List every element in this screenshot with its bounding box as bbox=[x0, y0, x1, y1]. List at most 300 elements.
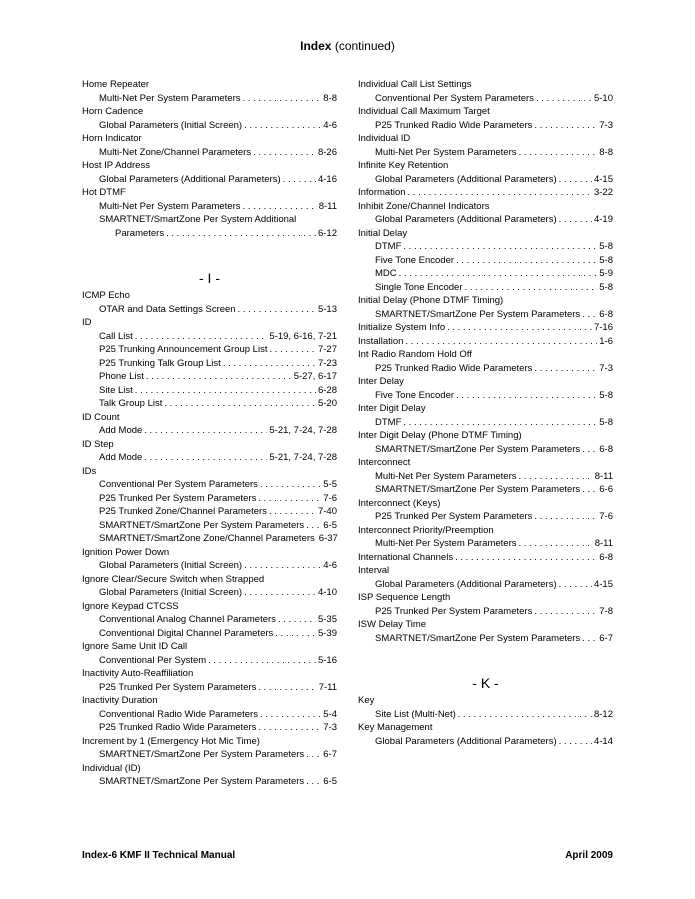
index-subentry bbox=[82, 478, 337, 492]
entry-text: Global Parameters (Initial Screen) bbox=[99, 587, 243, 598]
dot-leader bbox=[258, 681, 316, 695]
page-reference: 7-23 bbox=[317, 357, 337, 369]
entry-text: Global Parameters (Additional Parameters) bbox=[375, 578, 557, 590]
index-entry bbox=[82, 186, 337, 200]
index-entry bbox=[358, 335, 613, 349]
page-reference: 4-16 bbox=[317, 173, 337, 185]
dot-leader bbox=[135, 330, 268, 344]
dot-leader bbox=[559, 173, 592, 187]
index-subentry bbox=[358, 389, 613, 403]
dot-leader bbox=[403, 416, 597, 430]
entry-text: P25 Trunked Radio Wide Parameters bbox=[375, 119, 533, 131]
entry-text: Global Parameters (Additional Parameters) bbox=[375, 214, 557, 225]
entry-text: Inhibit Zone/Channel Indicators bbox=[358, 200, 490, 212]
entry-text: Call List bbox=[99, 330, 133, 342]
page-reference: 8-11 bbox=[318, 200, 337, 212]
index-subentry bbox=[358, 605, 613, 619]
page-reference: 8-11 bbox=[594, 470, 613, 482]
dot-leader bbox=[582, 483, 597, 497]
index-subentry bbox=[358, 470, 613, 484]
page-reference: 5-10 bbox=[593, 92, 613, 104]
index-entry bbox=[82, 735, 337, 749]
dot-leader bbox=[208, 654, 316, 668]
dot-leader bbox=[144, 451, 267, 465]
dot-leader bbox=[534, 362, 597, 376]
index-subentry bbox=[358, 267, 613, 281]
entry-text: Conventional Per System Parameters bbox=[375, 92, 534, 104]
entry-text: Interconnect bbox=[358, 457, 411, 468]
entry-text: Five Tone Encoder bbox=[375, 389, 455, 401]
page-reference: 6-7 bbox=[323, 749, 337, 760]
entry-text: IDs bbox=[82, 465, 97, 477]
page-reference: 7-3 bbox=[599, 119, 613, 131]
index-subentry bbox=[82, 748, 337, 762]
entry-text: Ignore Same Unit ID Call bbox=[82, 641, 188, 652]
index-subentry bbox=[358, 240, 613, 254]
entry-text: Phone List bbox=[99, 371, 144, 382]
index-subentry bbox=[82, 559, 337, 573]
entry-text: Inter Delay bbox=[358, 376, 404, 387]
index-subentry bbox=[358, 416, 613, 430]
entry-text: Initial Delay (Phone DTMF Timing) bbox=[358, 295, 504, 306]
dot-leader bbox=[534, 119, 597, 133]
index-entry bbox=[82, 438, 337, 452]
entry-text: OTAR and Data Settings Screen bbox=[99, 303, 236, 315]
index-subentry bbox=[358, 537, 613, 551]
index-entry bbox=[358, 78, 613, 92]
page-title-rest: (continued) bbox=[331, 39, 395, 53]
entry-text: P25 Trunked Per System Parameters bbox=[375, 511, 533, 522]
index-subentry bbox=[82, 519, 337, 533]
entry-text: Initialize System Info bbox=[358, 322, 446, 333]
page-reference: 6-37 bbox=[318, 533, 338, 544]
index-entry bbox=[358, 456, 613, 470]
page-reference: 4-14 bbox=[593, 735, 613, 747]
index-entry bbox=[358, 591, 613, 605]
page-reference: 8-8 bbox=[323, 92, 337, 104]
page-reference: 8-26 bbox=[317, 146, 337, 158]
page-reference: 8-11 bbox=[594, 538, 613, 549]
page-reference: 5-27, 6-17 bbox=[293, 371, 337, 382]
index-entry bbox=[358, 429, 613, 443]
page-reference: 5-8 bbox=[599, 389, 613, 401]
entry-text: Conventional Per System Parameters bbox=[99, 479, 258, 490]
page-reference: 6-12 bbox=[317, 227, 337, 239]
page-reference: 7-6 bbox=[323, 492, 337, 504]
entry-text: Multi-Net Per System Parameters bbox=[375, 146, 517, 158]
entry-text: Talk Group List bbox=[99, 398, 163, 409]
dot-leader bbox=[456, 254, 597, 268]
dot-leader bbox=[244, 586, 316, 600]
page-reference: 5-35 bbox=[317, 614, 337, 625]
index-entry bbox=[358, 524, 613, 538]
index-entry bbox=[82, 132, 337, 146]
dot-leader bbox=[166, 227, 316, 241]
index-subentry bbox=[358, 708, 613, 722]
entry-text: Conventional Analog Channel Parameters bbox=[99, 614, 276, 625]
index-entry bbox=[358, 159, 613, 173]
entry-text: MDC bbox=[375, 268, 397, 279]
entry-text: Site List (Multi-Net) bbox=[375, 708, 456, 720]
section-letter-heading: - I - bbox=[199, 270, 220, 286]
dot-leader bbox=[238, 303, 316, 317]
section-letter-heading: - K - bbox=[472, 675, 499, 691]
index-subentry bbox=[82, 384, 337, 398]
page-reference: 6-8 bbox=[599, 308, 613, 320]
entry-text: Conventional Per System bbox=[99, 654, 207, 666]
dot-leader bbox=[306, 775, 321, 789]
index-column-left bbox=[82, 78, 337, 789]
page-title-bold: Index bbox=[300, 39, 332, 53]
index-entry bbox=[82, 667, 337, 681]
index-entry bbox=[82, 465, 337, 479]
entry-text: Add Mode bbox=[99, 452, 143, 463]
footer-date: April 2009 bbox=[565, 850, 613, 861]
index-subentry bbox=[82, 424, 337, 438]
index-entry bbox=[82, 105, 337, 119]
entry-text: Hot DTMF bbox=[82, 187, 126, 198]
index-subentry bbox=[82, 681, 337, 695]
index-subentry bbox=[82, 397, 337, 411]
entry-text: Ignore Keypad CTCSS bbox=[82, 600, 179, 612]
index-entry bbox=[82, 78, 337, 92]
index-subentry bbox=[82, 213, 337, 227]
index-subentry bbox=[82, 119, 337, 133]
index-entry bbox=[358, 694, 613, 708]
entry-text: Inter Digit Delay bbox=[358, 403, 426, 414]
dot-leader bbox=[244, 559, 321, 573]
index-subentry bbox=[82, 708, 337, 722]
dot-leader bbox=[253, 146, 316, 160]
dot-leader bbox=[447, 321, 592, 335]
index-subentry bbox=[358, 632, 613, 646]
entry-text: ISP Sequence Length bbox=[358, 592, 451, 603]
entry-text: Conventional Radio Wide Parameters bbox=[99, 708, 258, 720]
entry-text: DTMF bbox=[375, 416, 402, 428]
footer-left: Index-6 KMF II Technical Manual bbox=[82, 850, 236, 861]
page-reference: 7-3 bbox=[323, 722, 337, 733]
entry-text: ID Count bbox=[82, 411, 120, 423]
index-entry bbox=[358, 551, 613, 565]
dot-leader bbox=[456, 389, 597, 403]
page-reference: 7-16 bbox=[593, 322, 613, 333]
entry-text: Key Management bbox=[358, 722, 433, 733]
index-subentry bbox=[358, 578, 613, 592]
page-reference: 3-22 bbox=[593, 187, 613, 198]
dot-leader bbox=[242, 200, 316, 214]
page-reference: 6-6 bbox=[599, 484, 613, 495]
index-entry bbox=[82, 640, 337, 654]
dot-leader bbox=[403, 240, 597, 254]
index-entry bbox=[82, 600, 337, 614]
entry-text: DTMF bbox=[375, 241, 402, 252]
index-entry bbox=[358, 375, 613, 389]
page-reference: 6-8 bbox=[599, 551, 613, 563]
index-subentry bbox=[358, 281, 613, 295]
page-reference: 5-4 bbox=[323, 708, 337, 720]
dot-leader bbox=[536, 92, 592, 106]
dot-leader bbox=[465, 281, 598, 295]
index-entry bbox=[358, 200, 613, 214]
entry-text: P25 Trunked Per System Parameters bbox=[375, 605, 533, 617]
dot-leader bbox=[405, 335, 597, 349]
entry-text: Inter Digit Delay (Phone DTMF Timing) bbox=[358, 430, 522, 441]
entry-text: P25 Trunked Zone/Channel Parameters bbox=[99, 506, 267, 517]
page-reference: 7-11 bbox=[318, 681, 337, 693]
page-reference: 4-19 bbox=[593, 214, 613, 225]
entry-text: SMARTNET/SmartZone Per System Parameters bbox=[375, 308, 581, 320]
index-subentry bbox=[358, 510, 613, 524]
entry-text: Multi-Net Per System Parameters bbox=[99, 92, 241, 104]
index-entry bbox=[358, 564, 613, 578]
section-gap bbox=[358, 645, 613, 672]
index-entry bbox=[358, 186, 613, 200]
index-entry bbox=[82, 762, 337, 776]
index-subentry bbox=[82, 505, 337, 519]
entry-text: Information bbox=[358, 187, 406, 198]
page-reference: 5-8 bbox=[599, 281, 613, 293]
page-reference: 7-27 bbox=[317, 344, 337, 355]
index-entry bbox=[82, 694, 337, 708]
index-subentry bbox=[358, 362, 613, 376]
page-reference: 6-5 bbox=[323, 519, 337, 531]
entry-text: Home Repeater bbox=[82, 79, 150, 90]
index-entry bbox=[82, 159, 337, 173]
page-reference: 5-9 bbox=[599, 268, 613, 279]
entry-text: Multi-Net Per System Parameters bbox=[375, 470, 517, 482]
entry-text: Host IP Address bbox=[82, 160, 150, 171]
index-subentry bbox=[82, 532, 337, 546]
dot-leader bbox=[559, 578, 592, 592]
entry-text: Interconnect Priority/Preemption bbox=[358, 524, 494, 536]
dot-leader bbox=[518, 146, 597, 160]
page-reference: 6-28 bbox=[317, 384, 337, 396]
dot-leader bbox=[399, 267, 598, 281]
index-subentry bbox=[82, 654, 337, 668]
entry-text: Multi-Net Per System Parameters bbox=[99, 200, 241, 212]
dot-leader bbox=[582, 632, 597, 646]
dot-leader bbox=[278, 613, 316, 627]
entry-text: Infinite Key Retention bbox=[358, 160, 449, 171]
dot-leader bbox=[269, 343, 316, 357]
entry-text: Global Parameters (Additional Parameters) bbox=[375, 735, 557, 747]
entry-text: SMARTNET/SmartZone Per System Parameters bbox=[375, 443, 581, 455]
entry-text: Horn Indicator bbox=[82, 133, 142, 144]
entry-text: Site List bbox=[99, 384, 133, 396]
entry-text: Horn Cadence bbox=[82, 106, 144, 117]
page-reference: 6-5 bbox=[323, 776, 337, 787]
page-reference: 7-6 bbox=[599, 511, 613, 522]
dot-leader bbox=[258, 492, 321, 506]
entry-text: P25 Trunked Per System Parameters bbox=[99, 492, 257, 504]
page-reference: 5-13 bbox=[317, 303, 337, 315]
dot-leader bbox=[518, 470, 592, 484]
entry-text: SMARTNET/SmartZone Per System Parameters bbox=[99, 776, 305, 787]
page-reference: 4-6 bbox=[323, 119, 337, 131]
entry-text: SMARTNET/SmartZone Per System Parameters bbox=[375, 484, 581, 495]
entry-text: Five Tone Encoder bbox=[375, 254, 455, 266]
index-subentry bbox=[82, 173, 337, 187]
entry-text: Global Parameters (Additional Parameters) bbox=[375, 173, 557, 185]
page-reference: 5-21, 7-24, 7-28 bbox=[269, 425, 337, 436]
dot-leader bbox=[144, 424, 267, 438]
entry-text: Conventional Digital Channel Parameters bbox=[99, 627, 274, 639]
dot-leader bbox=[582, 443, 597, 457]
index-subentry bbox=[82, 303, 337, 317]
page-reference: 4-10 bbox=[317, 587, 337, 598]
entry-text: Inactivity Duration bbox=[82, 695, 158, 706]
entry-text: Individual ID bbox=[358, 133, 411, 144]
dot-leader bbox=[244, 119, 321, 133]
page-reference: 4-15 bbox=[593, 173, 613, 185]
index-subentry bbox=[82, 227, 337, 241]
page-reference: 8-12 bbox=[593, 708, 613, 720]
page-reference: 5-19, 6-16, 7-21 bbox=[269, 330, 337, 342]
dot-leader bbox=[534, 510, 597, 524]
index-subentry bbox=[82, 92, 337, 106]
index-subentry bbox=[82, 451, 337, 465]
dot-leader bbox=[534, 605, 597, 619]
entry-text: Key bbox=[358, 695, 375, 706]
entry-text: Individual Call List Settings bbox=[358, 79, 472, 90]
index-subentry bbox=[358, 308, 613, 322]
dot-leader bbox=[455, 551, 597, 565]
index-subentry bbox=[358, 213, 613, 227]
dot-leader bbox=[559, 735, 592, 749]
dot-leader bbox=[283, 173, 316, 187]
index-subentry bbox=[358, 483, 613, 497]
entry-text: Multi-Net Per System Parameters bbox=[375, 538, 517, 549]
entry-text: SMARTNET/SmartZone Zone/Channel Parameters bbox=[99, 533, 315, 544]
index-subentry bbox=[358, 173, 613, 187]
entry-text: Individual (ID) bbox=[82, 762, 141, 774]
page-reference: 7-3 bbox=[599, 362, 613, 374]
entry-text: P25 Trunked Per System Parameters bbox=[99, 681, 257, 693]
dot-leader bbox=[408, 186, 592, 200]
index-entry bbox=[358, 721, 613, 735]
entry-text: P25 Trunking Talk Group List bbox=[99, 357, 221, 369]
entry-text: ISW Delay Time bbox=[358, 619, 427, 630]
entry-text: SMARTNET/SmartZone Per System Additional bbox=[99, 214, 297, 225]
dot-leader bbox=[146, 370, 292, 384]
index-entry bbox=[358, 227, 613, 241]
entry-text: Global Parameters (Additional Parameters) bbox=[99, 173, 281, 185]
dot-leader bbox=[260, 708, 321, 722]
page-title bbox=[0, 39, 695, 53]
page-reference: 6-7 bbox=[599, 632, 613, 644]
page-reference: 5-20 bbox=[317, 398, 337, 409]
page-reference: 7-40 bbox=[317, 506, 337, 517]
page-reference: 5-8 bbox=[599, 241, 613, 252]
dot-leader bbox=[518, 537, 592, 551]
index-subentry bbox=[82, 357, 337, 371]
dot-leader bbox=[223, 357, 316, 371]
page-reference: 4-15 bbox=[593, 578, 613, 590]
dot-leader bbox=[275, 627, 316, 641]
section-gap bbox=[82, 240, 337, 267]
entry-text: Installation bbox=[358, 335, 404, 347]
page-reference: 5-39 bbox=[317, 627, 337, 639]
index-subentry bbox=[358, 146, 613, 160]
index-subentry bbox=[358, 254, 613, 268]
index-entry bbox=[358, 294, 613, 308]
index-subentry bbox=[82, 775, 337, 789]
index-entry bbox=[82, 546, 337, 560]
page-reference: 6-8 bbox=[599, 443, 613, 455]
index-subentry bbox=[358, 443, 613, 457]
index-subentry bbox=[82, 343, 337, 357]
dot-leader bbox=[269, 505, 316, 519]
index-entry bbox=[82, 573, 337, 587]
entry-text: ICMP Echo bbox=[82, 290, 130, 301]
index-subentry bbox=[82, 721, 337, 735]
index-subentry bbox=[358, 735, 613, 749]
index-subentry bbox=[82, 200, 337, 214]
page-reference: 1-6 bbox=[599, 335, 613, 347]
page-reference: 5-8 bbox=[599, 254, 613, 266]
index-entry bbox=[358, 321, 613, 335]
entry-text: Increment by 1 (Emergency Hot Mic Time) bbox=[82, 735, 260, 747]
index-subentry bbox=[82, 586, 337, 600]
index-subentry bbox=[82, 370, 337, 384]
index-entry bbox=[358, 618, 613, 632]
entry-text: Multi-Net Zone/Channel Parameters bbox=[99, 146, 252, 158]
page-reference: 5-16 bbox=[317, 654, 337, 666]
index-subentry bbox=[82, 492, 337, 506]
entry-text: Inactivity Auto-Reaffiliation bbox=[82, 668, 194, 679]
entry-text: SMARTNET/SmartZone Per System Parameters bbox=[375, 632, 581, 644]
entry-text: SMARTNET/SmartZone Per System Parameters bbox=[99, 519, 305, 531]
index-entry bbox=[358, 132, 613, 146]
dot-leader bbox=[306, 519, 321, 533]
dot-leader bbox=[242, 92, 321, 106]
dot-leader bbox=[306, 748, 321, 762]
entry-text: Add Mode bbox=[99, 425, 143, 436]
entry-text: Ignore Clear/Secure Switch when Strapped bbox=[82, 573, 265, 585]
page-reference: 5-8 bbox=[599, 416, 613, 428]
entry-text: ID bbox=[82, 317, 92, 328]
dot-leader bbox=[559, 213, 592, 227]
dot-leader bbox=[164, 397, 316, 411]
page-reference: 7-8 bbox=[599, 605, 613, 617]
entry-text: SMARTNET/SmartZone Per System Parameters bbox=[99, 749, 305, 760]
entry-text: Interval bbox=[358, 565, 390, 576]
index-entry bbox=[82, 411, 337, 425]
entry-text: Int Radio Random Hold Off bbox=[358, 349, 472, 360]
dot-leader bbox=[458, 708, 592, 722]
index-entry bbox=[358, 348, 613, 362]
index-subentry bbox=[82, 330, 337, 344]
entry-text: Global Parameters (Initial Screen) bbox=[99, 560, 243, 571]
dot-leader bbox=[582, 308, 597, 322]
page-reference: 4-6 bbox=[323, 560, 337, 571]
entry-text: International Channels bbox=[358, 551, 454, 563]
page-reference: 5-21, 7-24, 7-28 bbox=[269, 452, 337, 463]
entry-text: P25 Trunking Announcement Group List bbox=[99, 344, 268, 355]
page-reference: 5-5 bbox=[323, 479, 337, 490]
dot-leader bbox=[260, 478, 321, 492]
entry-text: ID Step bbox=[82, 438, 114, 450]
entry-text: P25 Trunked Radio Wide Parameters bbox=[99, 722, 257, 733]
index-subentry bbox=[82, 627, 337, 641]
entry-text: Global Parameters (Initial Screen) bbox=[99, 119, 243, 131]
entry-text: Interconnect (Keys) bbox=[358, 497, 441, 509]
index-entry bbox=[358, 402, 613, 416]
dot-leader bbox=[135, 384, 316, 398]
index-subentry bbox=[82, 146, 337, 160]
page-reference: 8-8 bbox=[599, 146, 613, 158]
index-entry bbox=[358, 497, 613, 511]
